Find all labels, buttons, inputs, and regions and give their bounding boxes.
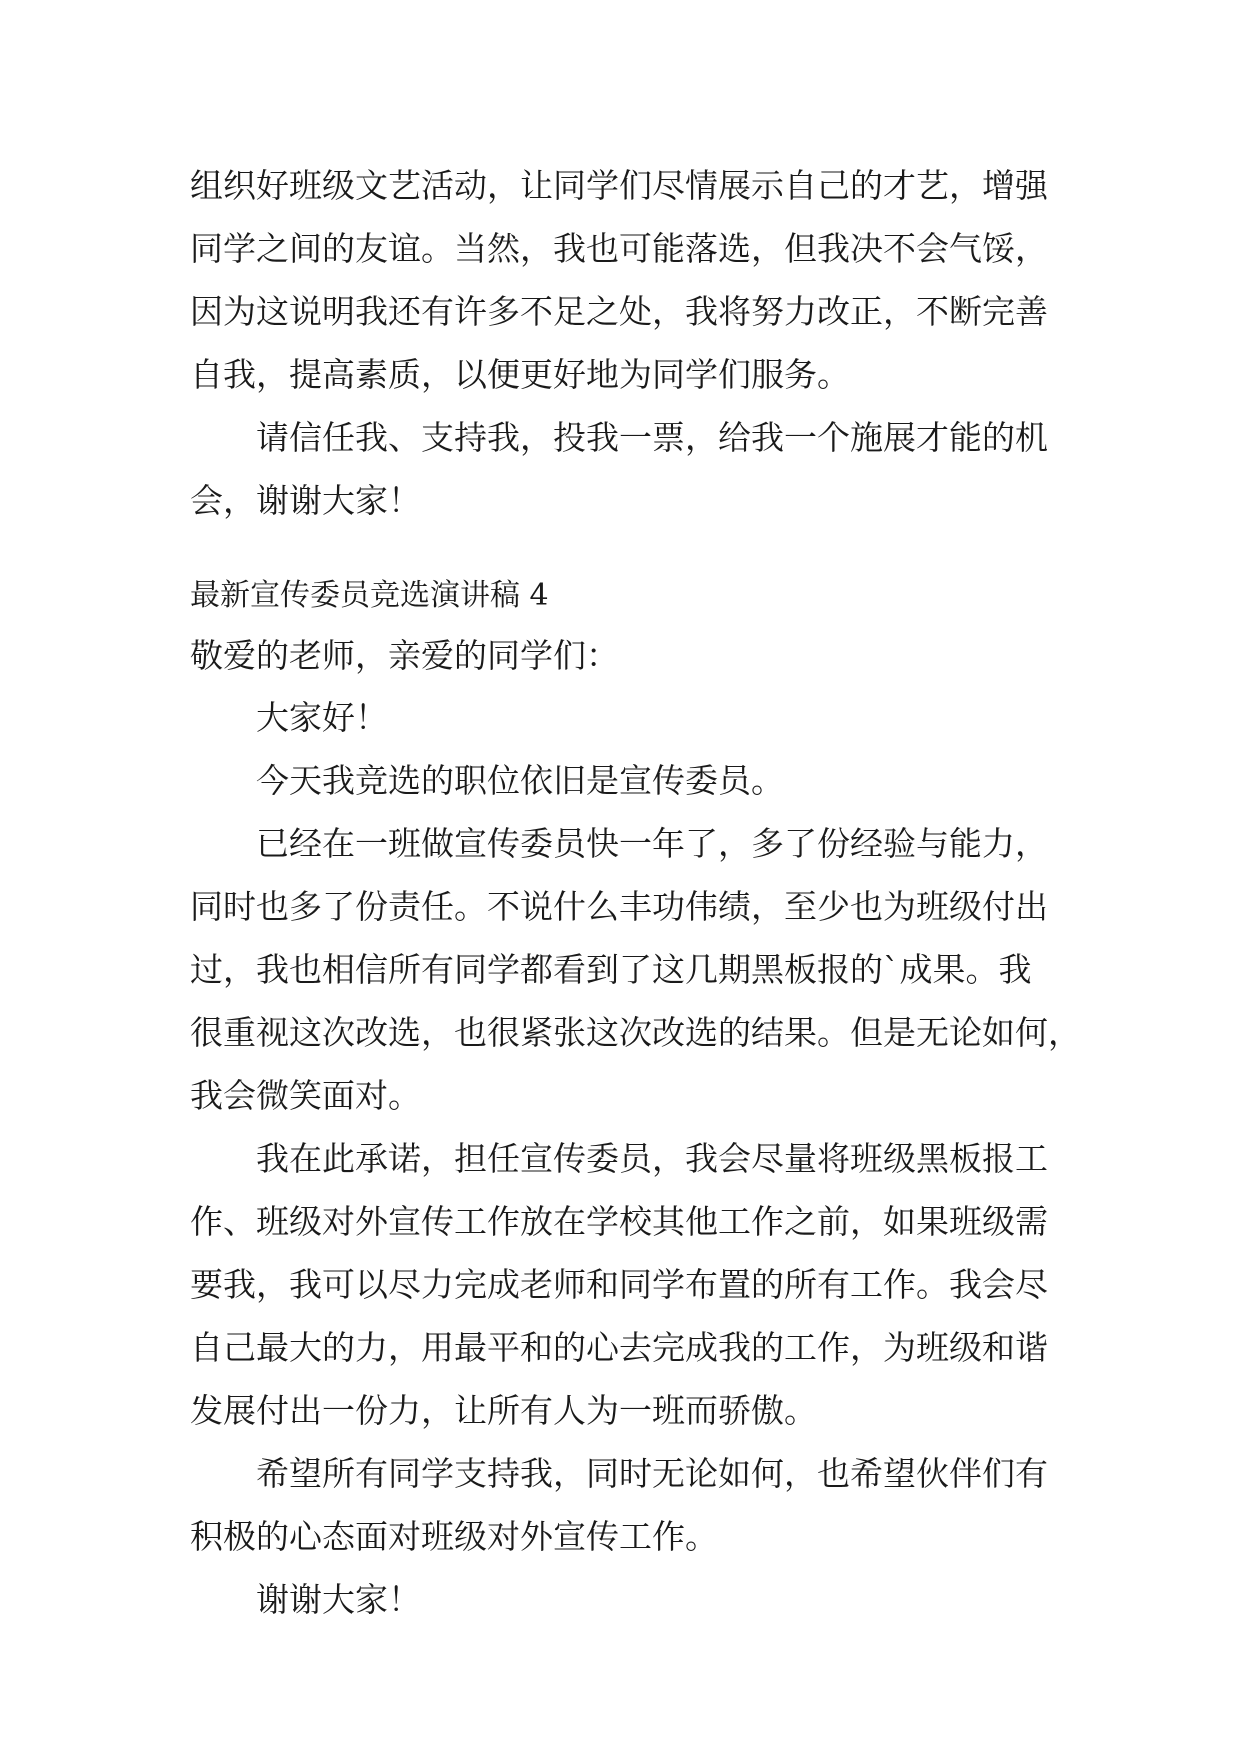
text-line: 会，谢谢大家！ [190, 481, 421, 520]
greeting: 敬爱的老师，亲爱的同学们： [190, 636, 619, 675]
text-line: 很重视这次改选，也很紧张这次改选的结果。但是无论如何， [190, 1013, 1081, 1052]
text-line: 希望所有同学支持我，同时无论如何，也希望伙伴们有 [256, 1454, 1048, 1493]
section-title: 最新宣传委员竞选演讲稿 4 [190, 578, 549, 613]
text-line: 自我，提高素质，以便更好地为同学们服务。 [190, 355, 850, 394]
text-line: 要我，我可以尽力完成老师和同学布置的所有工作。我会尽 [190, 1265, 1048, 1304]
text-line: 谢谢大家！ [256, 1580, 421, 1619]
text-line: 已经在一班做宣传委员快一年了，多了份经验与能力， [256, 824, 1048, 863]
text-line: 我会微笑面对。 [190, 1076, 421, 1115]
text-line: 积极的心态面对班级对外宣传工作。 [190, 1517, 718, 1556]
text-line: 因为这说明我还有许多不足之处，我将努力改正，不断完善 [190, 292, 1048, 331]
text-line: 我在此承诺，担任宣传委员，我会尽量将班级黑板报工 [256, 1139, 1048, 1178]
text-line: 作、班级对外宣传工作放在学校其他工作之前，如果班级需 [190, 1202, 1048, 1241]
text-line: 请信任我、支持我，投我一票，给我一个施展才能的机 [256, 418, 1048, 457]
text-line: 同时也多了份责任。不说什么丰功伟绩，至少也为班级付出 [190, 887, 1048, 926]
text-line: 自己最大的力，用最平和的心去完成我的工作，为班级和谐 [190, 1328, 1048, 1367]
text-line: 发展付出一份力，让所有人为一班而骄傲。 [190, 1391, 817, 1430]
text-line: 过，我也相信所有同学都看到了这几期黑板报的`成果。我 [190, 950, 1032, 989]
text-line: 组织好班级文艺活动，让同学们尽情展示自己的才艺，增强 [190, 166, 1048, 205]
text-line: 大家好！ [256, 698, 388, 737]
text-line: 今天我竞选的职位依旧是宣传委员。 [256, 761, 784, 800]
text-line: 同学之间的友谊。当然，我也可能落选，但我决不会气馁， [190, 229, 1048, 268]
